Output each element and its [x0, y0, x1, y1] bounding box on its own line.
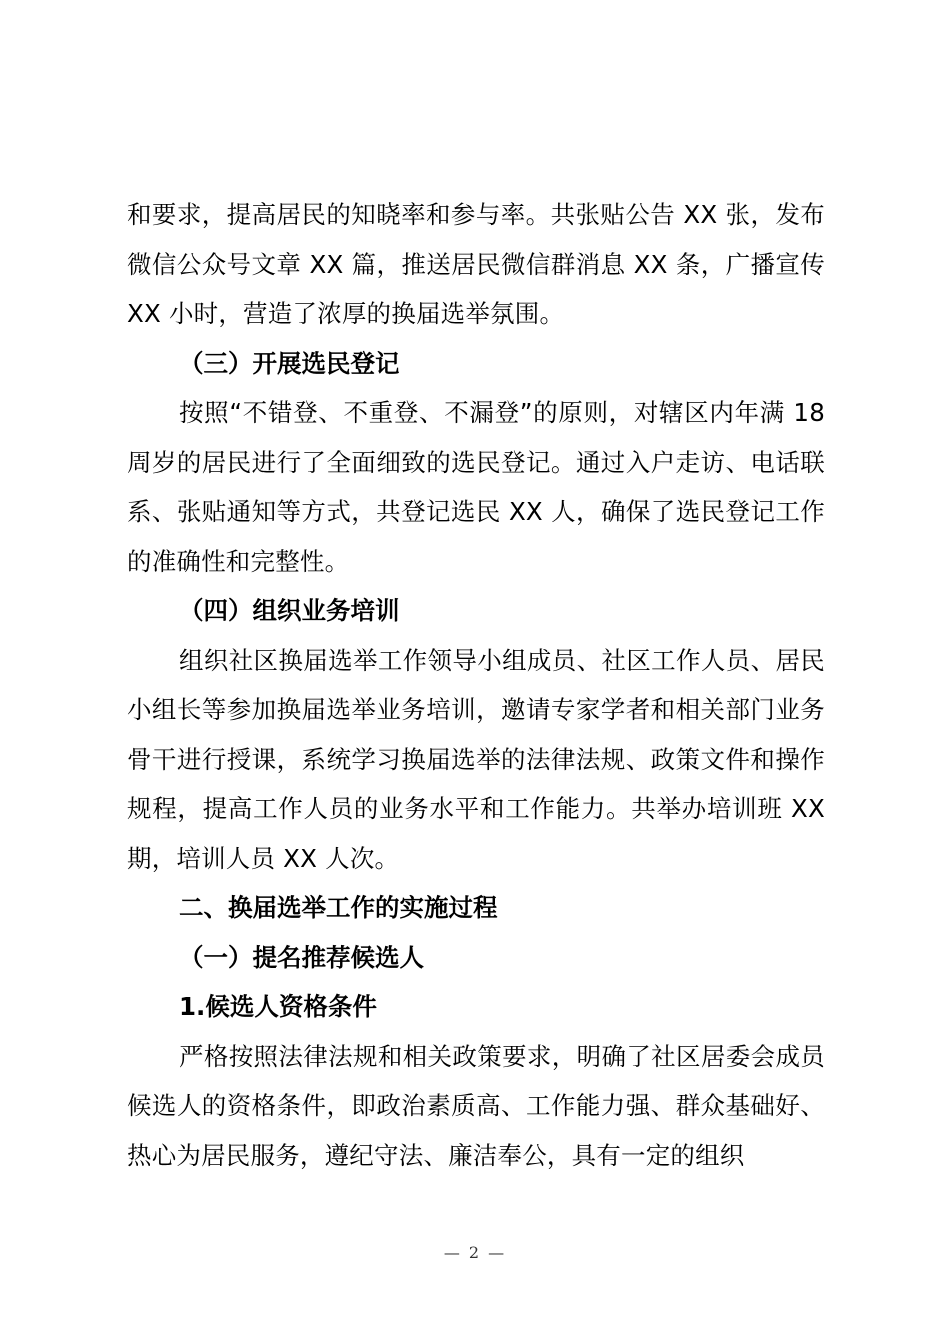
- paragraph-voter-registration: 按照“不错登、不重登、不漏登”的原则，对辖区内年满 18 周岁的居民进行了全面细致的选民登记。通过入户走访、电话联系、张贴通知等方式，共登记选民 XX 人，确保了选民登记工作的准确性和完整性。: [127, 398, 825, 576]
- heading-candidate-qualifications: 1.候选人资格条件: [179, 992, 377, 1021]
- document-body: [127, 190, 825, 1180]
- paragraph-business-training: 组织社区换届选举工作领导小组成员、社区工作人员、居民小组长等参加换届选举业务培训，邀请专家学者和相关部门业务骨干进行授课，系统学习换届选举的法律法规、政策文件和操作规程，提高工作人员的业务水平和工作能力。共举办培训班 XX 期，培训人员 XX 人次。: [127, 645, 825, 873]
- heading-implementation-process: 二、换届选举工作的实施过程: [179, 893, 498, 922]
- paragraph-candidate-qualifications: 严格按照法律法规和相关政策要求，明确了社区居委会成员候选人的资格条件，即政治素质高、工作能力强、群众基础好、热心为居民服务，遵纪守法、廉洁奉公，具有一定的组织: [127, 1041, 825, 1170]
- heading-business-training: （四）组织业务培训: [179, 596, 400, 625]
- heading-nominate-candidates: （一）提名推荐候选人: [179, 942, 424, 972]
- paragraph-publicity-results: 和要求，提高居民的知晓率和参与率。共张贴公告 XX 张，发布微信公众号文章 XX 篇，推送居民微信群消息 XX 条，广播宣传 XX 小时，营造了浓厚的换届选举氛围。: [127, 200, 825, 328]
- heading-voter-registration: （三）开展选民登记: [179, 348, 400, 378]
- page-number: — 2 —: [443, 1243, 507, 1262]
